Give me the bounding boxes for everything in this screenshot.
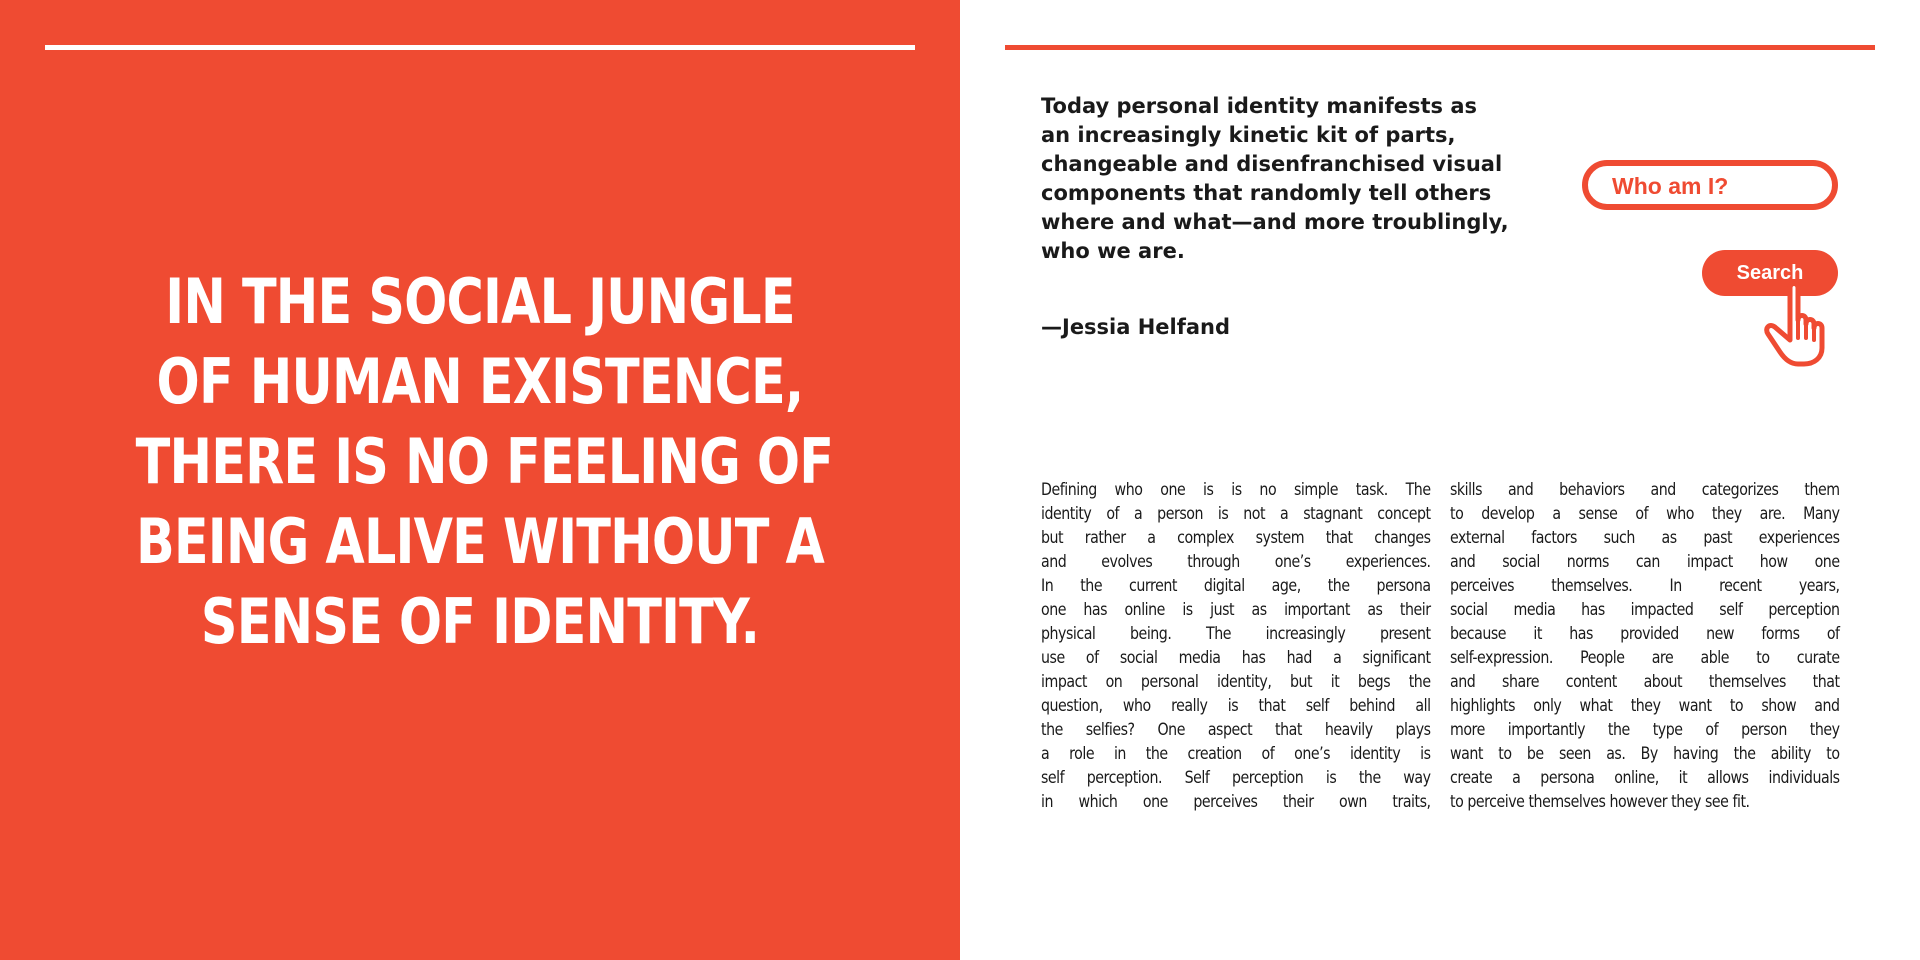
quote-attribution: —Jessia Helfand <box>1041 315 1231 339</box>
body-line: a role in the creation of one’s identity is <box>1041 744 1431 763</box>
pull-quote-line: who we are. <box>1041 239 1185 263</box>
quote-line: OF HUMAN EXISTENCE, <box>156 345 804 418</box>
body-line: self-expression. People are able to curate <box>1450 648 1840 667</box>
body-line: impact on personal identity, but it begs the <box>1041 672 1431 691</box>
search-button-label: Search <box>1736 262 1804 284</box>
quote-line: BEING ALIVE WITHOUT A <box>135 505 825 578</box>
pull-quote-line: Today personal identity manifests as <box>1041 94 1478 118</box>
hand-lettered-quote <box>60 262 900 662</box>
body-line: identity of a person is not a stagnant concept <box>1041 504 1431 523</box>
pull-quote-line: components that randomly tell others <box>1041 181 1492 205</box>
body-line: In the current digital age, the persona <box>1041 576 1431 595</box>
body-line: to develop a sense of who they are. Many <box>1450 504 1840 523</box>
search-field-illustration <box>1582 160 1838 210</box>
body-line: and social norms can impact how one <box>1450 552 1840 571</box>
body-line: highlights only what they want to show and <box>1450 696 1840 715</box>
body-line: and share content about themselves that <box>1450 672 1840 691</box>
body-line: perceives themselves. In recent years, <box>1450 576 1840 595</box>
body-line: and evolves through one’s experiences. <box>1041 552 1431 571</box>
pull-quote-line: an increasingly kinetic kit of parts, <box>1041 123 1456 147</box>
search-field-value: Who am I? <box>1612 173 1729 199</box>
body-line: physical being. The increasingly present <box>1041 624 1431 643</box>
top-rule <box>45 45 915 50</box>
body-line: want to be seen as. By having the ability to <box>1450 744 1840 763</box>
quote-line: THERE IS NO FEELING OF <box>135 425 834 498</box>
body-line: because it has provided new forms of <box>1450 624 1840 643</box>
body-line: but rather a complex system that changes <box>1041 528 1431 547</box>
body-line: the selfies? One aspect that heavily plays <box>1041 720 1431 739</box>
body-line: external factors such as past experiences <box>1450 528 1840 547</box>
hand-pointer-icon <box>1760 278 1850 368</box>
top-rule <box>1005 45 1875 50</box>
body-line: create a persona online, it allows individuals <box>1450 768 1840 787</box>
body-line: more importantly the type of person they <box>1450 720 1840 739</box>
quote-line: SENSE OF IDENTITY. <box>200 585 760 658</box>
pull-quote <box>1041 92 1561 266</box>
body-line: Defining who one is is no simple task. The <box>1041 480 1431 499</box>
pull-quote-line: where and what—and more troublingly, <box>1041 210 1509 234</box>
body-line: use of social media has had a significant <box>1041 648 1431 667</box>
body-line: self perception. Self perception is the way <box>1041 768 1431 787</box>
body-line: in which one perceives their own traits, <box>1041 792 1431 811</box>
body-line: to perceive themselves however they see fit. <box>1450 792 1750 811</box>
body-line: one has online is just as important as their <box>1041 600 1431 619</box>
body-line: question, who really is that self behind all <box>1041 696 1431 715</box>
right-page <box>960 0 1920 960</box>
body-column-left <box>1041 478 1431 814</box>
body-line: skills and behaviors and categorizes them <box>1450 480 1840 499</box>
quote-line: IN THE SOCIAL JUNGLE <box>165 265 795 338</box>
body-line: social media has impacted self perception <box>1450 600 1840 619</box>
pull-quote-line: changeable and disenfranchised visual <box>1041 152 1503 176</box>
body-column-right <box>1450 478 1840 814</box>
